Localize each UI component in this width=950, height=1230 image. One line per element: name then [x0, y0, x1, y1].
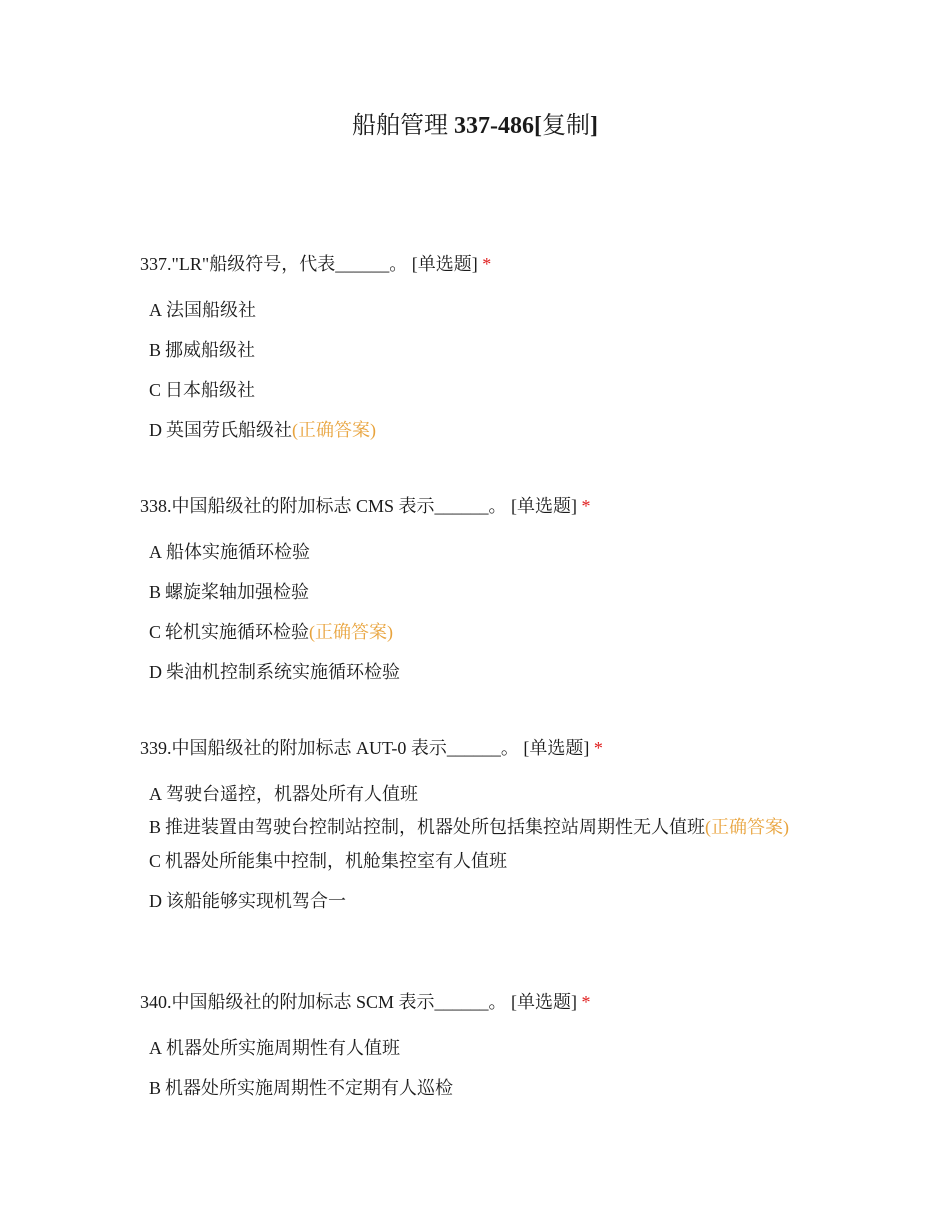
- option-text: 柴油机控制系统实施循环检验: [166, 662, 400, 682]
- question-type-tag: [单选题]: [523, 738, 590, 758]
- option-letter: B: [149, 582, 162, 602]
- option-letter: A: [149, 542, 162, 562]
- option-letter: A: [149, 784, 162, 804]
- question-text: 340.中国船级社的附加标志 SCM 表示______。: [140, 992, 507, 1012]
- option-b[interactable]: [149, 814, 799, 840]
- option-letter: C: [149, 622, 162, 642]
- option-letter: B: [149, 1078, 162, 1098]
- option-d[interactable]: [149, 888, 799, 914]
- option-text: 船体实施循环检验: [166, 542, 310, 562]
- correct-answer-tag: (正确答案): [292, 420, 376, 440]
- required-mark: *: [581, 496, 591, 516]
- correct-answer-tag: (正确答案): [705, 817, 790, 837]
- option-d[interactable]: [149, 659, 799, 685]
- option-letter: A: [149, 300, 162, 320]
- required-mark: *: [482, 254, 492, 274]
- question-340: [140, 989, 810, 1101]
- question-text: 338.中国船级社的附加标志 CMS 表示______。: [140, 496, 507, 516]
- option-letter: A: [149, 1038, 162, 1058]
- page-title: [0, 110, 950, 142]
- title-suffix: ]: [589, 113, 598, 139]
- question-stem: [140, 251, 810, 277]
- question-text: 337."LR"船级符号，代表______。: [140, 254, 408, 274]
- option-a[interactable]: [149, 297, 799, 323]
- question-type-tag: [单选题]: [511, 496, 578, 516]
- option-c[interactable]: [149, 619, 799, 645]
- option-a[interactable]: [149, 781, 799, 807]
- option-letter: B: [149, 817, 162, 837]
- option-text: 机器处所实施周期性有人值班: [166, 1038, 400, 1058]
- question-stem: [140, 735, 810, 761]
- question-stem: [140, 989, 810, 1015]
- option-letter: D: [149, 420, 162, 440]
- option-b[interactable]: [149, 337, 799, 363]
- required-mark: *: [581, 992, 591, 1012]
- option-letter: B: [149, 340, 162, 360]
- option-a[interactable]: [149, 1035, 799, 1061]
- option-letter: C: [149, 380, 162, 400]
- title-code: 337-486[: [454, 113, 542, 139]
- question-type-tag: [单选题]: [411, 254, 478, 274]
- option-letter: D: [149, 891, 162, 911]
- option-b[interactable]: [149, 579, 799, 605]
- option-d[interactable]: [149, 417, 799, 443]
- question-text: 339.中国船级社的附加标志 AUT-0 表示______。: [140, 738, 519, 758]
- required-mark: *: [593, 738, 603, 758]
- question-338: [140, 493, 810, 685]
- option-text: 推进装置由驾驶台控制站控制，机器处所包括集控站周期性无人值班: [165, 817, 706, 837]
- option-text: 驾驶台遥控，机器处所有人值班: [166, 784, 418, 804]
- option-text: 机器处所能集中控制，机舱集控室有人值班: [165, 851, 508, 871]
- option-text: 机器处所实施周期性不定期有人巡检: [165, 1078, 454, 1098]
- title-prefix: 船舶管理: [352, 113, 454, 139]
- option-c[interactable]: [149, 377, 799, 403]
- question-339: [140, 735, 810, 914]
- option-text: 该船能够实现机驾合一: [166, 891, 346, 911]
- option-a[interactable]: [149, 539, 799, 565]
- option-text: 法国船级社: [166, 300, 256, 320]
- option-letter: D: [149, 662, 162, 682]
- option-c[interactable]: [149, 848, 799, 874]
- option-text: 日本船级社: [165, 380, 256, 400]
- correct-answer-tag: (正确答案): [309, 622, 394, 642]
- option-text: 螺旋桨轴加强检验: [165, 582, 310, 602]
- option-text: 轮机实施循环检验: [165, 622, 310, 642]
- question-stem: [140, 493, 810, 519]
- option-text: 英国劳氏船级社: [166, 420, 292, 440]
- title-copy: 复制: [541, 113, 590, 139]
- question-type-tag: [单选题]: [511, 992, 578, 1012]
- option-text: 挪威船级社: [165, 340, 256, 360]
- option-letter: C: [149, 851, 162, 871]
- option-b[interactable]: [149, 1075, 799, 1101]
- question-337: [140, 251, 810, 443]
